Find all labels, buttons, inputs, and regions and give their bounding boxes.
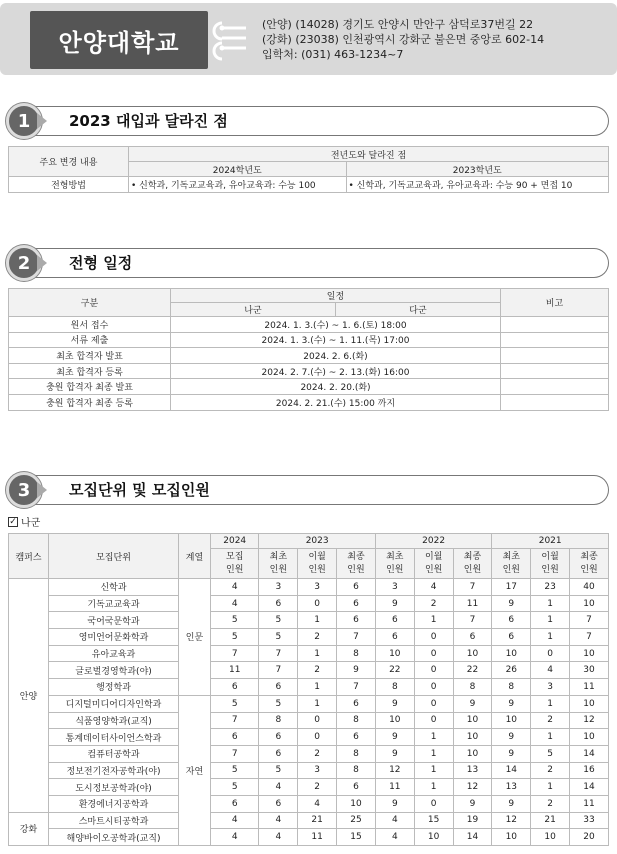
schedule-date: 2024. 1. 3.(수) ~ 1. 6.(토) 18:00: [171, 317, 501, 333]
count-cell: 7: [337, 679, 376, 696]
count-cell: 6: [337, 612, 376, 629]
count-cell: 22: [453, 662, 492, 679]
count-cell: 4: [298, 795, 337, 812]
count-cell: 3: [298, 579, 337, 596]
count-cell: 5: [211, 779, 259, 796]
schedule-row: [9, 394, 609, 410]
count-cell: 1: [414, 762, 453, 779]
sub-header: 이월 인원: [531, 549, 570, 579]
count-cell: 6: [375, 629, 414, 646]
count-cell: 2: [298, 779, 337, 796]
count-cell: 9: [492, 795, 531, 812]
col-note: 비고: [501, 289, 609, 317]
count-cell: 1: [531, 779, 570, 796]
count-cell: 10: [375, 645, 414, 662]
field-nature: 자연: [179, 695, 211, 845]
schedule-row: [9, 379, 609, 395]
count-cell: 30: [570, 662, 609, 679]
sub-header: 최종 인원: [337, 549, 376, 579]
unit-name: 글로벌경영학과(야): [49, 662, 179, 679]
unit-name: 해양바이오공학과(교직): [49, 829, 179, 846]
recruit-row: [9, 579, 609, 596]
count-cell: 40: [570, 579, 609, 596]
count-cell: 2: [298, 662, 337, 679]
recruit-table: [8, 533, 609, 846]
count-cell: 8: [375, 679, 414, 696]
count-cell: 21: [298, 812, 337, 829]
unit-name: 정보전기전자공학과(야): [49, 762, 179, 779]
count-cell: 10: [570, 645, 609, 662]
count-cell: 4: [211, 595, 259, 612]
unit-name: 영미언어문화학과: [49, 629, 179, 646]
count-cell: 6: [211, 679, 259, 696]
count-cell: 1: [414, 779, 453, 796]
count-cell: 12: [453, 779, 492, 796]
count-cell: 7: [211, 645, 259, 662]
col-year-2024: 2024: [211, 534, 259, 549]
count-cell: 6: [259, 795, 298, 812]
count-cell: 2: [298, 629, 337, 646]
count-cell: 0: [414, 712, 453, 729]
schedule-row: [9, 348, 609, 364]
count-cell: 1: [414, 729, 453, 746]
changes-table: [8, 146, 609, 193]
recruit-row: [9, 679, 609, 696]
count-cell: 10: [492, 645, 531, 662]
count-cell: 4: [375, 812, 414, 829]
count-cell: 10: [453, 712, 492, 729]
recruit-row: [9, 629, 609, 646]
header-banner: [0, 3, 617, 75]
val-2024: • 신학과, 기독교교육과, 유아교육과: 수능 100: [129, 177, 347, 193]
count-cell: 8: [337, 745, 376, 762]
sub-header: 최초 인원: [259, 549, 298, 579]
count-cell: 1: [298, 612, 337, 629]
row-label: 전형방법: [9, 177, 129, 193]
count-cell: 5: [211, 762, 259, 779]
count-cell: 4: [375, 829, 414, 846]
schedule-label: 충원 합격자 최종 발표: [9, 379, 171, 395]
count-cell: 8: [492, 679, 531, 696]
count-cell: 10: [453, 745, 492, 762]
count-cell: 1: [531, 612, 570, 629]
schedule-row: [9, 332, 609, 348]
count-cell: 6: [337, 695, 376, 712]
sub-header: 최종 인원: [570, 549, 609, 579]
count-cell: 10: [492, 712, 531, 729]
schedule-note: [501, 348, 609, 364]
section-3-title: 모집단위 및 모집인원: [69, 481, 210, 499]
count-cell: 7: [453, 579, 492, 596]
count-cell: 1: [531, 695, 570, 712]
count-cell: 9: [492, 745, 531, 762]
count-cell: 14: [492, 762, 531, 779]
count-cell: 6: [337, 729, 376, 746]
count-cell: 7: [337, 629, 376, 646]
count-cell: 13: [492, 779, 531, 796]
count-cell: 15: [337, 829, 376, 846]
count-cell: 11: [211, 662, 259, 679]
count-cell: 9: [375, 745, 414, 762]
count-cell: 22: [375, 662, 414, 679]
campus-anyang: 안양: [9, 579, 49, 813]
count-cell: 3: [375, 579, 414, 596]
count-cell: 1: [414, 745, 453, 762]
count-cell: 1: [531, 595, 570, 612]
count-cell: 5: [531, 745, 570, 762]
group-checkbox: [8, 514, 40, 529]
count-cell: 4: [211, 829, 259, 846]
schedule-row: [9, 317, 609, 333]
count-cell: 0: [531, 645, 570, 662]
binder-rings-icon: [206, 17, 248, 65]
count-cell: 4: [211, 579, 259, 596]
col-field: 계열: [179, 534, 211, 579]
count-cell: 7: [259, 645, 298, 662]
count-cell: 10: [492, 829, 531, 846]
count-cell: 10: [414, 829, 453, 846]
count-cell: 5: [259, 695, 298, 712]
university-name-box: [30, 11, 208, 69]
col-unit: 모집단위: [49, 534, 179, 579]
col-period: 일정: [171, 289, 501, 303]
schedule-label: 최초 합격자 등록: [9, 363, 171, 379]
count-cell: 13: [453, 762, 492, 779]
col-item: 주요 변경 내용: [9, 147, 129, 177]
count-cell: 3: [298, 762, 337, 779]
unit-name: 디지털미디어디자인학과: [49, 695, 179, 712]
recruit-row: [9, 595, 609, 612]
count-cell: 8: [453, 679, 492, 696]
count-cell: 0: [298, 595, 337, 612]
section-1-title: 2023 대입과 달라진 점: [69, 112, 228, 130]
sub-header: 이월 인원: [298, 549, 337, 579]
unit-name: 신학과: [49, 579, 179, 596]
count-cell: 0: [414, 695, 453, 712]
count-cell: 10: [337, 795, 376, 812]
count-cell: 0: [414, 629, 453, 646]
count-cell: 14: [570, 779, 609, 796]
count-cell: 6: [259, 595, 298, 612]
section-3-number: 3: [17, 479, 31, 501]
count-cell: 9: [375, 729, 414, 746]
col-2024: 2024학년도: [129, 162, 347, 177]
schedule-label: 충원 합격자 최종 등록: [9, 394, 171, 410]
count-cell: 7: [211, 712, 259, 729]
recruit-row: [9, 795, 609, 812]
unit-name: 컴퓨터공학과: [49, 745, 179, 762]
schedule-note: [501, 317, 609, 333]
university-name: 안양대학교: [58, 28, 180, 57]
count-cell: 9: [453, 795, 492, 812]
recruit-row: [9, 662, 609, 679]
count-cell: 21: [531, 812, 570, 829]
count-cell: 6: [337, 779, 376, 796]
count-cell: 4: [259, 829, 298, 846]
col-diff: 전년도와 달라진 점: [129, 147, 609, 162]
unit-name: 도시정보공학과(야): [49, 779, 179, 796]
count-cell: 5: [211, 612, 259, 629]
count-cell: 23: [531, 579, 570, 596]
recruit-row: [9, 779, 609, 796]
sub-header: 이월 인원: [414, 549, 453, 579]
count-cell: 9: [492, 729, 531, 746]
count-cell: 10: [453, 729, 492, 746]
count-cell: 10: [570, 595, 609, 612]
count-cell: 11: [570, 795, 609, 812]
count-cell: 4: [531, 662, 570, 679]
count-cell: 3: [259, 579, 298, 596]
recruit-row: [9, 812, 609, 829]
col-na: 나군: [171, 303, 336, 317]
recruit-row: [9, 712, 609, 729]
count-cell: 8: [259, 712, 298, 729]
count-cell: 6: [259, 745, 298, 762]
count-cell: 6: [337, 595, 376, 612]
count-cell: 8: [337, 762, 376, 779]
count-cell: 25: [337, 812, 376, 829]
section-1-header: [3, 103, 609, 139]
count-cell: 26: [492, 662, 531, 679]
count-cell: 6: [259, 679, 298, 696]
count-cell: 5: [211, 629, 259, 646]
schedule-date: 2024. 1. 3.(수) ~ 1. 11.(목) 17:00: [171, 332, 501, 348]
count-cell: 6: [375, 612, 414, 629]
unit-name: 식품영양학과(교직): [49, 712, 179, 729]
count-cell: 1: [298, 695, 337, 712]
sub-header: 모집 인원: [211, 549, 259, 579]
count-cell: 0: [414, 645, 453, 662]
campus-ganghwa: 강화: [9, 812, 49, 845]
count-cell: 5: [259, 612, 298, 629]
count-cell: 10: [453, 645, 492, 662]
count-cell: 9: [492, 595, 531, 612]
col-year-2023: 2023: [259, 534, 375, 549]
count-cell: 2: [531, 762, 570, 779]
section-2-header: [3, 245, 609, 281]
col-year-2021: 2021: [492, 534, 609, 549]
count-cell: 6: [453, 629, 492, 646]
count-cell: 33: [570, 812, 609, 829]
count-cell: 9: [375, 595, 414, 612]
count-cell: 0: [298, 712, 337, 729]
unit-name: 통계데이터사이언스학과: [49, 729, 179, 746]
count-cell: 7: [453, 612, 492, 629]
count-cell: 4: [211, 812, 259, 829]
address-ganghwa: (강화) (23038) 인천광역시 강화군 불은면 중앙로 602-14: [262, 33, 545, 46]
address-anyang: (안양) (14028) 경기도 안양시 만안구 삼덕로37번길 22: [262, 18, 534, 31]
col-da: 다군: [336, 303, 501, 317]
count-cell: 9: [375, 695, 414, 712]
count-cell: 7: [570, 629, 609, 646]
count-cell: 12: [492, 812, 531, 829]
schedule-note: [501, 363, 609, 379]
count-cell: 0: [414, 795, 453, 812]
sub-header: 최초 인원: [492, 549, 531, 579]
count-cell: 5: [259, 629, 298, 646]
field-human: 인문: [179, 579, 211, 696]
count-cell: 16: [570, 762, 609, 779]
count-cell: 11: [298, 829, 337, 846]
schedule-note: [501, 394, 609, 410]
count-cell: 9: [375, 795, 414, 812]
schedule-label: 최초 합격자 발표: [9, 348, 171, 364]
count-cell: 9: [337, 662, 376, 679]
unit-name: 국어국문학과: [49, 612, 179, 629]
schedule-note: [501, 379, 609, 395]
count-cell: 17: [492, 579, 531, 596]
schedule-table: [8, 288, 609, 411]
unit-name: 유아교육과: [49, 645, 179, 662]
recruit-row: [9, 762, 609, 779]
unit-name: 스마트시티공학과: [49, 812, 179, 829]
count-cell: 1: [298, 645, 337, 662]
count-cell: 0: [414, 662, 453, 679]
count-cell: 14: [453, 829, 492, 846]
count-cell: 1: [531, 629, 570, 646]
count-cell: 2: [298, 745, 337, 762]
count-cell: 20: [570, 829, 609, 846]
count-cell: 0: [414, 679, 453, 696]
schedule-date: 2024. 2. 21.(수) 15:00 까지: [171, 394, 501, 410]
count-cell: 11: [570, 679, 609, 696]
recruit-row: [9, 829, 609, 846]
count-cell: 15: [414, 812, 453, 829]
count-cell: 0: [298, 729, 337, 746]
schedule-date: 2024. 2. 20.(화): [171, 379, 501, 395]
unit-name: 행정학과: [49, 679, 179, 696]
count-cell: 11: [453, 595, 492, 612]
col-campus: 캠퍼스: [9, 534, 49, 579]
count-cell: 2: [531, 795, 570, 812]
count-cell: 10: [375, 712, 414, 729]
check-icon: ✓: [9, 516, 17, 527]
count-cell: 6: [492, 612, 531, 629]
count-cell: 10: [570, 729, 609, 746]
count-cell: 2: [414, 595, 453, 612]
count-cell: 2: [531, 712, 570, 729]
contact-info: [262, 17, 544, 62]
col-type: 구분: [9, 289, 171, 317]
col-year-2022: 2022: [375, 534, 491, 549]
count-cell: 11: [375, 779, 414, 796]
count-cell: 5: [211, 695, 259, 712]
count-cell: 8: [337, 645, 376, 662]
recruit-row: [9, 745, 609, 762]
count-cell: 10: [570, 695, 609, 712]
count-cell: 4: [414, 579, 453, 596]
val-2023: • 신학과, 기독교교육과, 유아교육과: 수능 90 + 면접 10: [346, 177, 609, 193]
group-label: 나군: [21, 518, 41, 529]
count-cell: 10: [531, 829, 570, 846]
count-cell: 6: [211, 795, 259, 812]
recruit-row: [9, 612, 609, 629]
schedule-date: 2024. 2. 7.(수) ~ 2. 13.(화) 16:00: [171, 363, 501, 379]
unit-name: 기독교교육과: [49, 595, 179, 612]
count-cell: 1: [298, 679, 337, 696]
section-3-header: [3, 472, 609, 508]
recruit-row: [9, 695, 609, 712]
count-cell: 14: [570, 745, 609, 762]
count-cell: 4: [259, 812, 298, 829]
unit-name: 환경에너지공학과: [49, 795, 179, 812]
count-cell: 7: [211, 745, 259, 762]
count-cell: 9: [492, 695, 531, 712]
section-1-number: 1: [17, 110, 31, 132]
count-cell: 7: [570, 612, 609, 629]
count-cell: 7: [259, 662, 298, 679]
count-cell: 6: [337, 579, 376, 596]
recruit-row: [9, 645, 609, 662]
count-cell: 6: [211, 729, 259, 746]
sub-header: 최종 인원: [453, 549, 492, 579]
count-cell: 12: [375, 762, 414, 779]
section-2-title: 전형 일정: [69, 254, 133, 272]
count-cell: 6: [259, 729, 298, 746]
count-cell: 4: [259, 779, 298, 796]
count-cell: 19: [453, 812, 492, 829]
sub-header: 최초 인원: [375, 549, 414, 579]
schedule-row: [9, 363, 609, 379]
count-cell: 5: [259, 762, 298, 779]
col-2023: 2023학년도: [346, 162, 609, 177]
count-cell: 9: [453, 695, 492, 712]
count-cell: 12: [570, 712, 609, 729]
count-cell: 3: [531, 679, 570, 696]
section-2-number: 2: [17, 252, 31, 274]
count-cell: 8: [337, 712, 376, 729]
schedule-label: 원서 접수: [9, 317, 171, 333]
phone: 입학처: (031) 463-1234~7: [262, 48, 404, 61]
count-cell: 1: [531, 729, 570, 746]
recruit-row: [9, 729, 609, 746]
count-cell: 1: [414, 612, 453, 629]
schedule-label: 서류 제출: [9, 332, 171, 348]
schedule-date: 2024. 2. 6.(화): [171, 348, 501, 364]
schedule-note: [501, 332, 609, 348]
count-cell: 6: [492, 629, 531, 646]
